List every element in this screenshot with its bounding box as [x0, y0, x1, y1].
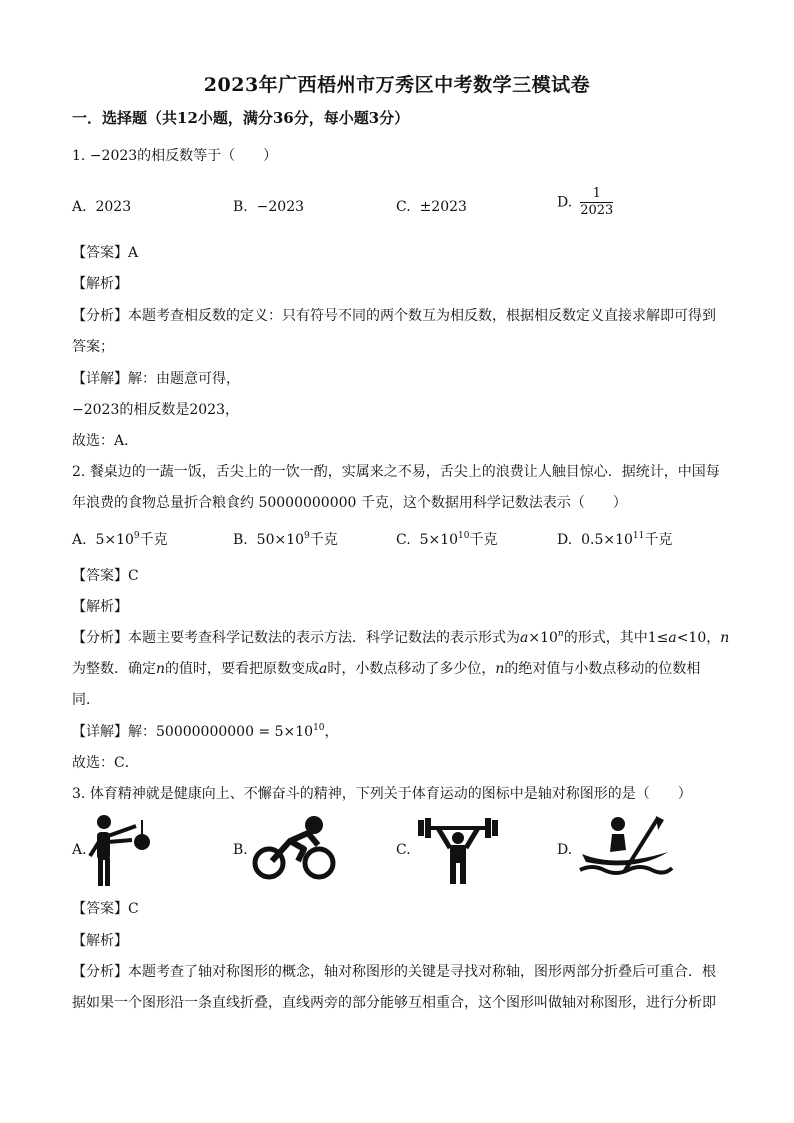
answer-2: 【答案】C — [72, 568, 139, 584]
question-2-line-2: 年浪费的食物总量折合粮食约 50000000000 千克，这个数据用科学记数法表示（ ） — [72, 495, 627, 511]
question-2-line-1: 2. 餐桌边的一蔬一饭，舌尖上的一饮一酌，实属来之不易，舌尖上的浪费让人触目惊心．据统计，中国每 — [72, 464, 720, 480]
option-b: B. −2023 — [233, 199, 305, 215]
question-1-expr: −2023 — [89, 148, 138, 164]
analysis-1-line-2: 答案； — [72, 339, 114, 355]
boxing-icon — [84, 812, 154, 888]
option-b: B. — [233, 842, 248, 858]
option-d: D. — [557, 842, 573, 858]
analysis-2-line-2: 为整数．确定n的值时，要看把原数变成a时，小数点移动了多少位，n的绝对值与小数点移动的位数相 — [72, 661, 701, 677]
section-heading: 一．选择题（共12小题，满分36分，每小题3分） — [72, 109, 410, 127]
jiexi-3: 【解析】 — [72, 933, 128, 949]
jiexi-2: 【解析】 — [72, 599, 128, 615]
answer-1: 【答案】A — [72, 245, 139, 261]
detail-1-line-1: 【详解】解：由题意可得， — [72, 371, 240, 387]
option-a: A. — [72, 842, 87, 858]
option-c: C. — [396, 842, 411, 858]
choose-2: 故选：C． — [72, 755, 139, 771]
option-b: B. $50\times 10^9$千克 — [233, 531, 338, 548]
canoeing-icon — [576, 814, 674, 882]
cycling-icon — [252, 815, 336, 881]
answer-3: 【答案】C — [72, 901, 139, 917]
option-d: D. $0.5\times 10^{11}$千克 — [557, 531, 673, 548]
option-a: A. 2023 — [72, 199, 132, 215]
detail-1-line-2: −2023的相反数是2023， — [72, 402, 239, 418]
analysis-1-line-1: 【分析】本题考查相反数的定义：只有符号不同的两个数互为相反数，根据相反数定义直接求解即可得到 — [72, 308, 716, 324]
question-number: 1. — [72, 148, 86, 164]
question-number: 2. — [72, 464, 86, 480]
choose-1: 故选：A． — [72, 433, 139, 449]
weightlifting-icon — [414, 814, 502, 886]
fraction: $\frac{1}{2023}$ — [580, 186, 614, 218]
analysis-3-line-1: 【分析】本题考查了轴对称图形的概念，轴对称图形的关键是寻找对称轴，图形两部分折叠后可重合．根 — [72, 964, 716, 980]
analysis-2-line-3: 同． — [72, 692, 100, 708]
analysis-2-line-1: 【分析】本题主要考查科学记数法的表示方法．科学记数法的表示形式为$a\times 10^n$的形式，其中1≤a<10，n — [72, 629, 730, 646]
detail-2: 【详解】解：$50000000000 = 5\times 10^{10}$， — [72, 723, 339, 740]
option-c: C. $5\times 10^{10}$千克 — [396, 531, 498, 548]
option-a: A. $5\times 10^9$千克 — [72, 531, 168, 548]
jiexi-1: 【解析】 — [72, 276, 128, 292]
analysis-3-line-2: 据如果一个图形沿一条直线折叠，直线两旁的部分能够互相重合，这个图形叫做轴对称图形，进行分析即 — [72, 995, 716, 1011]
question-1 — [72, 146, 732, 166]
question-3: 3. 体育精神就是健康向上、不懈奋斗的精神，下列关于体育运动的图标中是轴对称图形的是（ ） — [72, 786, 692, 802]
option-c: C. ±2023 — [396, 199, 467, 215]
option-d: D. $\frac{1}{2023}$ — [557, 186, 614, 218]
question-number: 3. — [72, 786, 86, 802]
page-title: 2023年广西梧州市万秀区中考数学三模试卷 — [203, 74, 591, 96]
question-1-text: 的相反数等于（ ） — [137, 148, 278, 164]
